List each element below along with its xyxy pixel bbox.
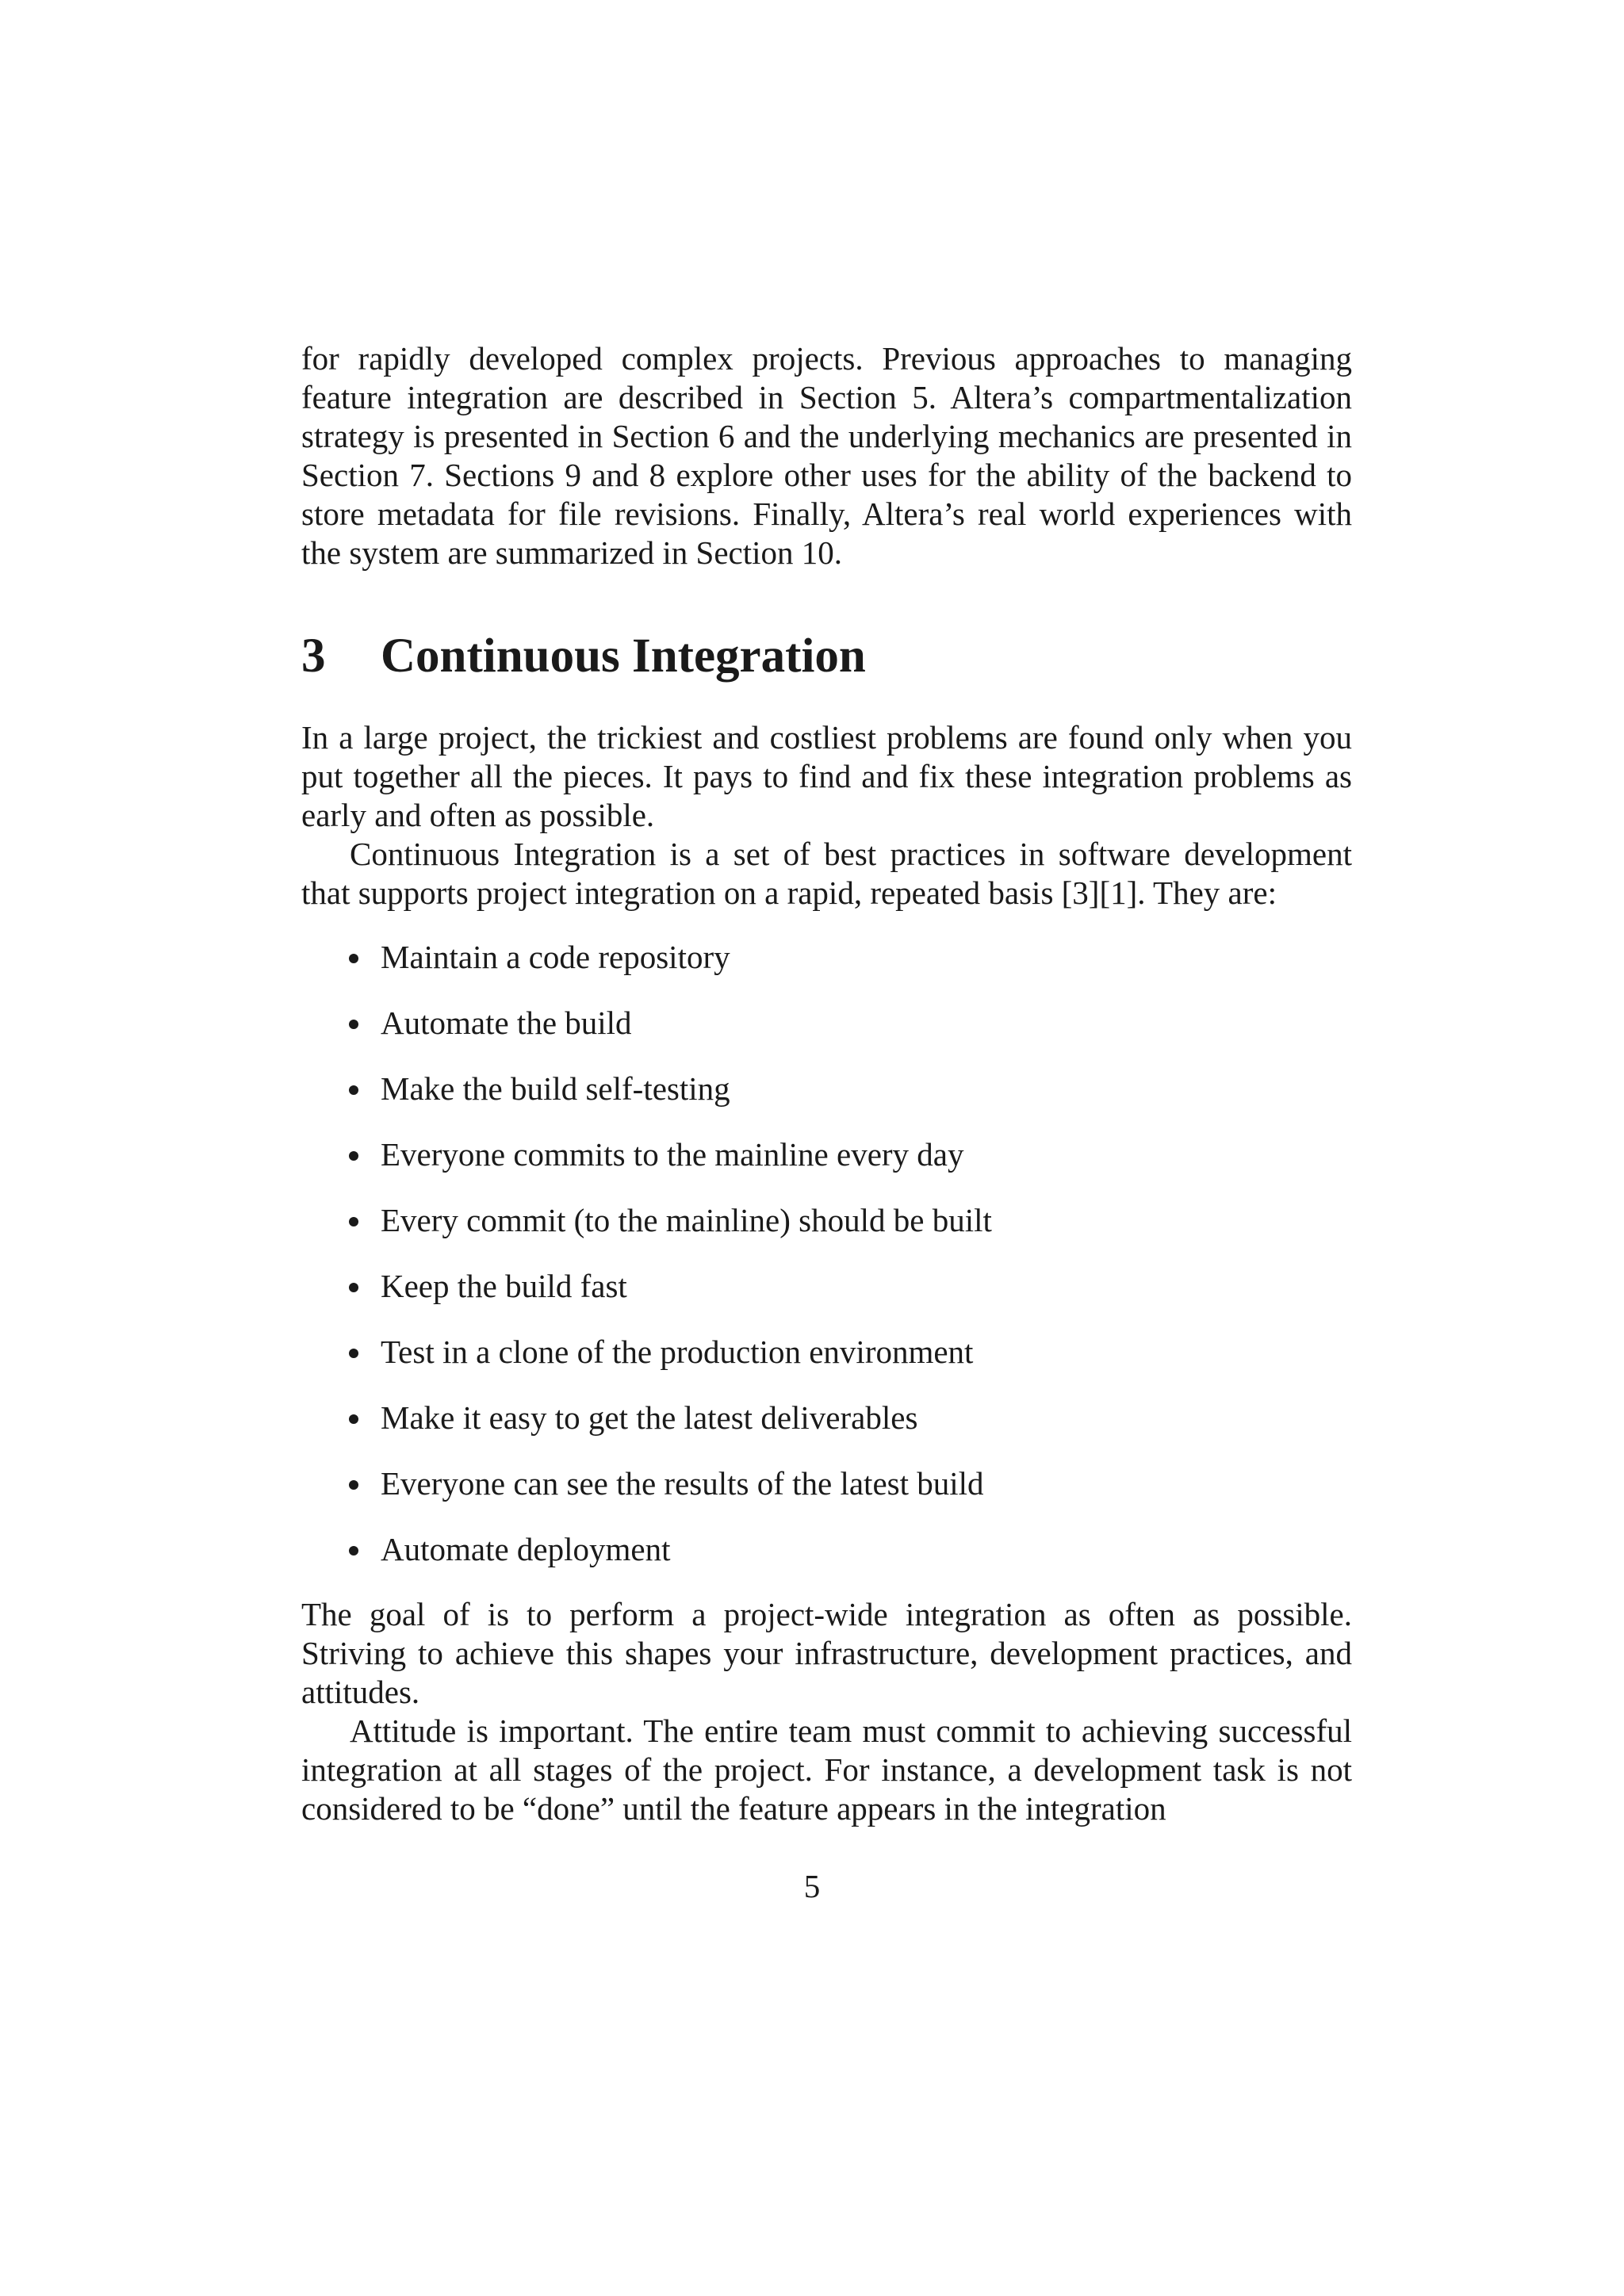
bullet-icon: [349, 954, 358, 963]
page-number: 5: [803, 1868, 821, 1904]
intro-paragraph: for rapidly developed complex projects. Previous approaches to managing feature integration are described in Section 5. Altera’s compartmentalization strategy is presented in Section 6 and the underlying mechanics are presented in Section 7. Sections 9 and 8 explore other uses for the ability of the backend to store metadata for file revisions. Finally, Altera’s real world experiences with the system are summarized in Section 10.: [301, 340, 1352, 571]
list-item-text: Keep the build fast: [381, 1268, 627, 1304]
section-heading: [301, 629, 866, 684]
bullet-icon: [349, 1480, 358, 1490]
list-item-text: Test in a clone of the production environment: [381, 1334, 974, 1370]
section-number: 3: [301, 629, 326, 683]
list-item: [301, 1530, 1352, 1569]
list-item: [301, 1399, 1352, 1437]
list-item: [301, 1070, 1352, 1108]
bullet-icon: [349, 1085, 358, 1095]
section-title: Continuous Integration: [381, 629, 866, 683]
bullet-icon: [349, 1217, 358, 1226]
list-item: [301, 1004, 1352, 1043]
paragraph-ci-definition: Continuous Integration is a set of best practices in software development that supports project integration on a rapid, repeated basis [3][1]. They are:: [301, 836, 1352, 911]
list-item-text: Everyone commits to the mainline every day: [381, 1136, 964, 1173]
list-item-text: Maintain a code repository: [381, 939, 730, 975]
bullet-icon: [349, 1020, 358, 1029]
section-closing-block: [301, 1595, 1352, 1828]
paragraph-goal: The goal of is to perform a project-wide integration as often as possible. Striving to achieve this shapes your infrastructure, development practices, and attitudes.: [301, 1596, 1352, 1710]
bullet-icon: [349, 1151, 358, 1161]
list-item-text: Make it easy to get the latest deliverables: [381, 1399, 918, 1436]
list-item: [301, 1267, 1352, 1306]
list-item: [301, 1464, 1352, 1503]
section-intro-block: [301, 718, 1352, 913]
intro-paragraph-block: [301, 339, 1352, 572]
list-item: [301, 938, 1352, 977]
list-item-text: Every commit (to the mainline) should be built: [381, 1202, 992, 1238]
bullet-icon: [349, 1546, 358, 1556]
list-item-text: Automate deployment: [381, 1531, 671, 1567]
list-item: [301, 1135, 1352, 1174]
list-item-text: Automate the build: [381, 1004, 632, 1041]
bullet-icon: [349, 1414, 358, 1424]
list-item: [301, 1333, 1352, 1372]
paragraph-attitude: Attitude is important. The entire team must commit to achieving successful integration at all stages of the project. For instance, a development task is not considered to be “done” until the feature appears in the integration: [301, 1712, 1352, 1827]
list-item-text: Make the build self-testing: [381, 1070, 730, 1107]
bullet-icon: [349, 1283, 358, 1292]
list-item: [301, 1201, 1352, 1240]
paragraph-integration-problems: In a large project, the trickiest and costliest problems are found only when you put together all the pieces. It pays to find and fix these integration problems as early and often as possible.: [301, 719, 1352, 833]
practices-list: [301, 938, 1352, 1596]
bullet-icon: [349, 1349, 358, 1358]
list-item-text: Everyone can see the results of the latest build: [381, 1465, 984, 1502]
